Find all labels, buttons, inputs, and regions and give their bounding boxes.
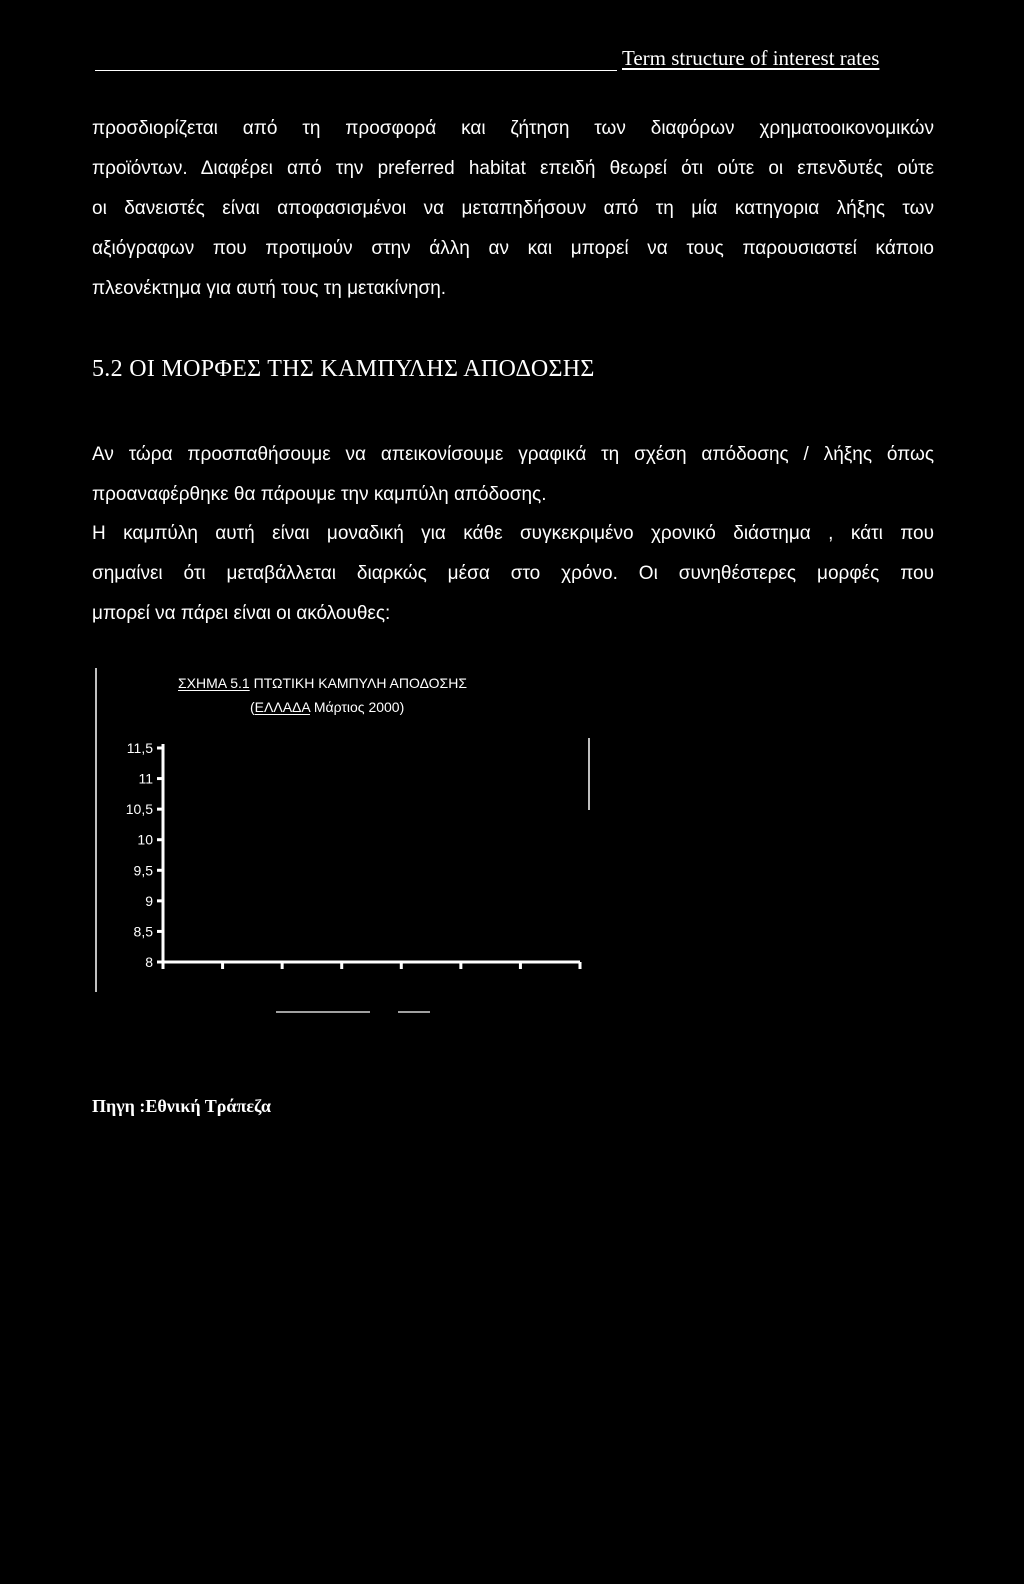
paragraph-line: αξιόγραφων που προτιμούν στην άλλη αν και μπορεί να τους παρουσιαστεί κάποιο <box>92 238 934 259</box>
paragraph-line: οι δανειστές είναι αποφασισμένοι να μεταπηδήσουν από τη μία κατηγορια λήξης των <box>92 198 934 219</box>
section-heading: 5.2 ΟΙ ΜΟΡΦΕΣ ΤΗΣ ΚΑΜΠΥΛΗΣ ΑΠΟΔΟΣΗΣ <box>92 356 595 382</box>
running-title: Term structure of interest rates <box>622 46 880 70</box>
caption-date: Μάρτιος 2000) <box>309 699 405 715</box>
paragraph-line: Η καμπύλη αυτή είναι μοναδική για κάθε συγκεκριμένο χρονικό διάστημα , κάτι που <box>92 523 934 544</box>
y-tick-label: 8 <box>145 954 153 970</box>
y-tick-label: 11,5 <box>126 740 153 756</box>
paragraph-line: Αν τώρα προσπαθήσουμε να απεικονίσουμε γραφικά τη σχέση απόδοσης / λήξης όπως <box>92 444 934 465</box>
paragraph-line: πλεονέκτημα για αυτή τους τη μετακίνηση. <box>92 278 447 299</box>
paragraph-line: προαναφέρθηκε θα πάρουμε την καμπύλη απόδοσης. <box>92 484 547 505</box>
header-rule <box>95 70 617 71</box>
paragraph-line: μπορεί να πάρει είναι οι ακόλουθες: <box>92 603 391 624</box>
y-tick-label: 10,5 <box>125 801 153 818</box>
y-tick-label: 9,5 <box>133 862 153 879</box>
y-axis-ticks <box>126 740 163 970</box>
y-tick-label: 9 <box>145 892 153 909</box>
figure-caption: ΠΤΩΤΙΚΗ ΚΑΜΠΥΛΗ ΑΠΟΔΟΣΗΣ <box>249 675 467 691</box>
paragraph-line: προϊόντων. Διαφέρει από την preferred habitat επειδή θεωρεί ότι ούτε οι επενδυτές ούτε <box>92 158 934 179</box>
y-tick-label: 8,5 <box>133 923 153 940</box>
y-tick-label: 11 <box>138 770 153 787</box>
paragraph-line: σημαίνει ότι μεταβάλλεται διαρκώς μέσα στο χρόνο. Οι συνηθέστερες μορφές που <box>92 563 934 584</box>
caption-open-paren: ( <box>250 699 255 715</box>
caption-country: ΕΛΛΑΔΑ <box>254 699 310 715</box>
paragraph-line: προσδιορίζεται από τη προσφορά και ζήτηση των διαφόρων χρηματοοικονομικών <box>92 118 934 139</box>
source-note: Πηγη :Εθνική Τράπεζα <box>92 1096 271 1116</box>
chart-title-line-1 <box>178 675 467 691</box>
chart-title-line-2 <box>250 699 404 715</box>
figure-label: ΣΧΗΜΑ 5.1 <box>178 675 250 691</box>
x-axis-ticks <box>163 962 580 969</box>
y-tick-label: 10 <box>137 831 153 848</box>
